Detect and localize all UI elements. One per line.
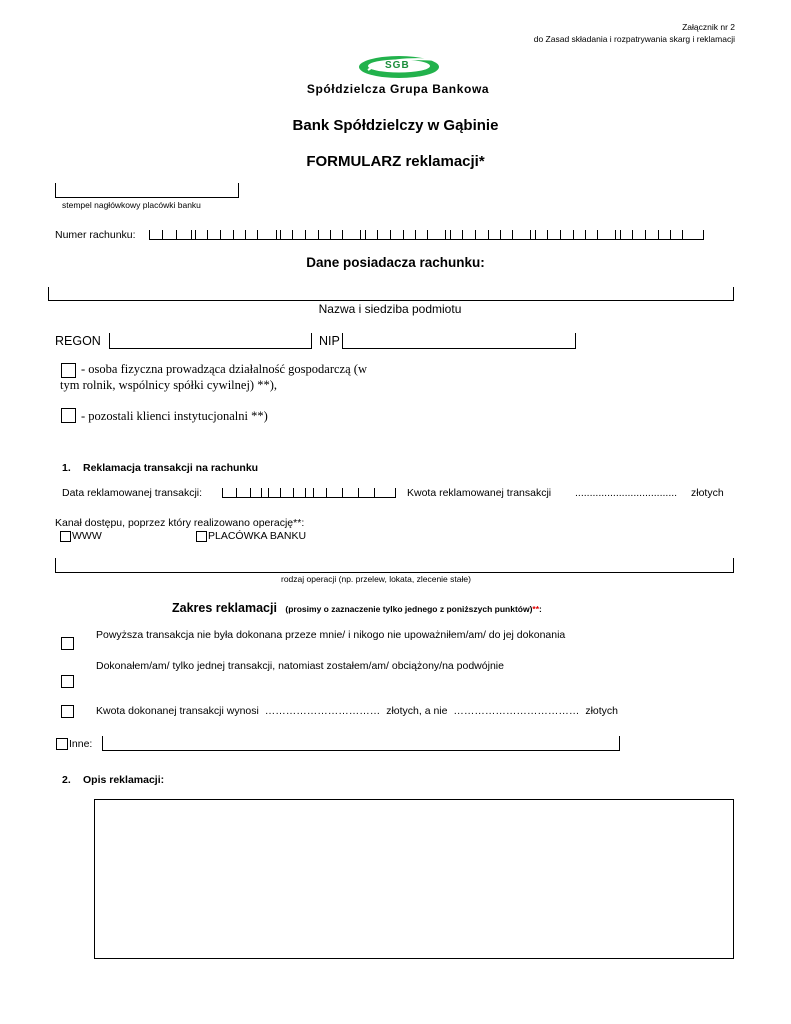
attachment-rules: do Zasad składania i rozpatrywania skarg i reklamacji (533, 34, 735, 44)
scope-amount-prefix: Kwota dokonanej transakcji wynosi (96, 705, 259, 717)
client-type-option2: - pozostali klienci instytucjonalni **) (81, 409, 268, 423)
holder-name-caption: Nazwa i siedziba podmiotu (318, 302, 462, 316)
client-type-option1-line2: tym rolnik, wspólnicy spółki cywilnej) **), (60, 378, 277, 392)
scope-amount-mid: złotych, a nie (386, 705, 448, 717)
checkbox-scope-double-charge[interactable] (61, 675, 74, 688)
transaction-date-field[interactable] (222, 488, 396, 498)
regon-field[interactable] (109, 333, 312, 349)
form-title: FORMULARZ reklamacji* (306, 153, 485, 170)
logo-mark-text: SGB (385, 60, 410, 71)
section2-title: Opis reklamacji: (83, 774, 165, 786)
checkbox-institutional[interactable] (61, 408, 76, 423)
transaction-date-label: Data reklamowanej transakcji: (62, 487, 203, 499)
section2-number: 2. (62, 774, 71, 786)
checkbox-scope-other[interactable] (56, 738, 68, 750)
scope-note-colon: : (539, 604, 542, 614)
logo-name: Spółdzielcza Grupa Bankowa (306, 82, 490, 96)
scope-note: (prosimy o zaznaczenie tylko jednego z poniższych punktów) (285, 604, 533, 614)
operation-type-caption: rodzaj operacji (np. przelew, lokata, zlecenie stałe) (281, 574, 471, 584)
transaction-amount-currency: złotych (691, 487, 724, 499)
scope-other-field[interactable] (102, 736, 620, 751)
checkbox-scope-amount[interactable] (61, 705, 74, 718)
attachment-number: Załącznik nr 2 (682, 22, 735, 32)
account-number-field[interactable] (149, 230, 704, 240)
checkbox-branch[interactable] (196, 531, 207, 542)
nip-label: NIP (319, 334, 340, 348)
scope-title: Zakres reklamacji (172, 601, 277, 615)
client-type-option1-line1: - osoba fizyczna prowadząca działalność gospodarczą (w (81, 362, 367, 376)
scope-heading (172, 599, 542, 617)
channel-label: Kanał dostępu, poprzez który realizowano operację**: (55, 517, 305, 529)
holder-name-field[interactable] (48, 287, 734, 301)
section1-number: 1. (62, 462, 71, 474)
stamp-caption: stempel nagłówkowy placówki banku (62, 200, 201, 210)
scope-note-stars: ** (532, 604, 540, 614)
account-label: Numer rachunku: (55, 229, 136, 241)
checkbox-www[interactable] (60, 531, 71, 542)
checkbox-business-person[interactable] (61, 363, 76, 378)
stamp-box[interactable] (55, 183, 239, 198)
channel-www-label: WWW (72, 530, 102, 542)
scope-amount-row (96, 705, 618, 717)
transaction-amount-field[interactable]: ................................... (575, 487, 678, 499)
operation-type-field[interactable] (55, 558, 734, 573)
section1-title: Reklamacja transakcji na rachunku (83, 462, 259, 474)
scope-item-double-charge: Dokonałem/am/ tylko jednej transakcji, natomiast zostałem/am/ obciążony/na podwójnie (96, 660, 504, 672)
scope-item-not-made: Powyższa transakcja nie była dokonana przeze mnie/ i nikogo nie upoważniłem/am/ do jej dokonania (96, 629, 566, 641)
sgb-logo (268, 52, 528, 94)
scope-amount-suffix: złotych (585, 705, 619, 717)
regon-label: REGON (55, 334, 101, 348)
nip-field[interactable] (342, 333, 576, 349)
checkbox-scope-not-made[interactable] (61, 637, 74, 650)
complaint-description-field[interactable] (94, 799, 734, 959)
scope-other-label: Inne: (69, 738, 93, 750)
bank-name: Bank Spółdzielczy w Gąbinie (292, 117, 499, 134)
channel-branch-label: PLACÓWKA BANKU (208, 530, 307, 542)
holder-heading: Dane posiadacza rachunku: (306, 255, 485, 270)
scope-amount-actual-field[interactable]: …………………………… (264, 705, 381, 717)
scope-amount-expected-field[interactable]: ……………………………… (453, 705, 580, 717)
transaction-amount-label: Kwota reklamowanej transakcji (407, 487, 552, 499)
